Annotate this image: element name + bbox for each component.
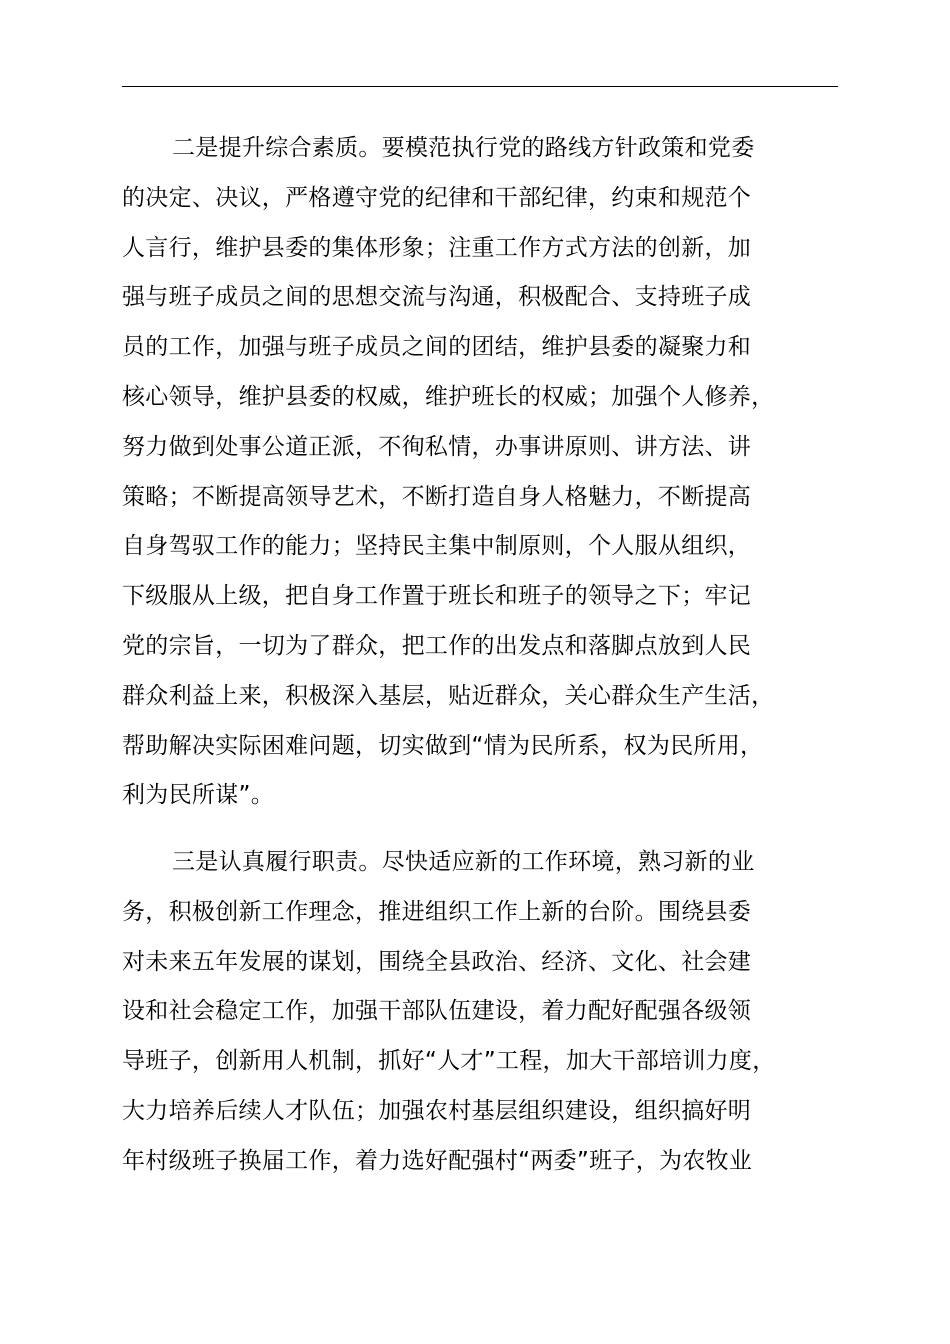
text-line: 三是认真履行职责。尽快适应新的工作环境，熟习新的业: [172, 849, 755, 875]
text-line: 强与班子成员之间的思想交流与沟通，积极配合、支持班子成: [122, 284, 752, 311]
text-line: 年村级班子换届工作，着力选好配强村“两委”班子，为农牧业: [122, 1147, 753, 1174]
text-line: 对未来五年发展的谋划，围绕全县政治、经济、文化、社会建: [122, 948, 752, 975]
text-line: 下级服从上级，把自身工作置于班长和班子的领导之下；牢记: [122, 583, 752, 610]
paragraph-fulfill-duties: [122, 838, 862, 1187]
text-line: 员的工作，加强与班子成员之间的团结，维护县委的凝聚力和: [122, 334, 752, 361]
text-line: 努力做到处事公道正派，不徇私情，办事讲原则、讲方法、讲: [122, 433, 752, 460]
text-line: 设和社会稳定工作，加强干部队伍建设，着力配好配强各级领: [122, 998, 752, 1025]
text-line: 党的宗旨，一切为了群众，把工作的出发点和落脚点放到人民: [122, 632, 752, 659]
text-line: 群众利益上来，积极深入基层，贴近群众，关心群众生产生活，: [122, 682, 775, 709]
text-line: 导班子，创新用人机制，抓好“人才”工程，加大干部培训力度，: [122, 1048, 776, 1075]
text-line: 二是提升综合素质。要模范执行党的路线方针政策和党委: [172, 135, 755, 161]
text-line: 策略；不断提高领导艺术，不断打造自身人格魅力，不断提高: [122, 483, 752, 510]
paragraph-improve-quality: [122, 124, 862, 821]
text-line: 核心领导，维护县委的权威，维护班长的权威；加强个人修养，: [122, 383, 775, 410]
text-line: 自身驾驭工作的能力；坚持民主集中制原则，个人服从组织，: [122, 533, 752, 560]
text-line: 的决定、决议，严格遵守党的纪律和干部纪律，约束和规范个: [122, 184, 752, 211]
text-line: 大力培养后续人才队伍；加强农村基层组织建设，组织搞好明: [122, 1097, 752, 1124]
text-line: 帮助解决实际困难问题，切实做到“情为民所系，权为民所用，: [122, 732, 764, 759]
text-line: 人言行，维护县委的集体形象；注重工作方式方法的创新，加: [122, 234, 752, 261]
text-line: 利为民所谋”。: [122, 782, 275, 809]
text-line: 务，积极创新工作理念，推进组织工作上新的台阶。围绕县委: [122, 898, 752, 925]
header-rule: [122, 86, 838, 87]
